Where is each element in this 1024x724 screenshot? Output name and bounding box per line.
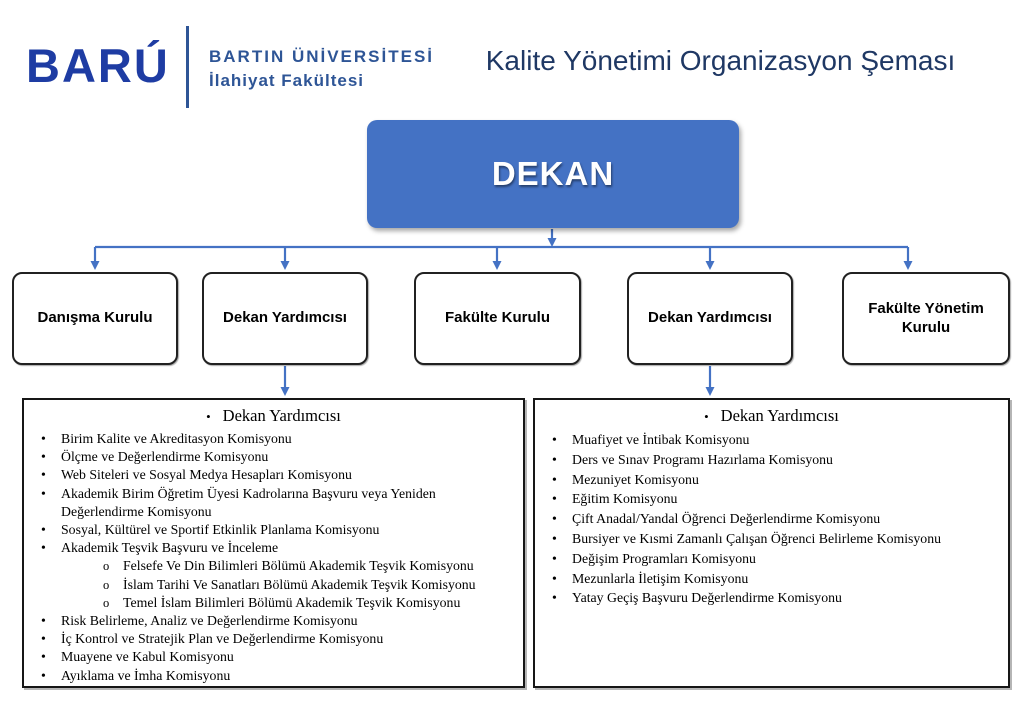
list-item-text: Muayene ve Kabul Komisyonu bbox=[61, 649, 234, 665]
dot-bullet-icon bbox=[552, 529, 572, 549]
node-label: Fakülte Yönetim Kurulu bbox=[868, 299, 984, 336]
dot-bullet-icon bbox=[41, 448, 61, 466]
list-item bbox=[535, 489, 1008, 509]
list-item bbox=[535, 588, 1008, 608]
list-item bbox=[535, 470, 1008, 490]
detail-box-title: Dekan Yardımcısı bbox=[720, 406, 839, 425]
dot-bullet-icon bbox=[552, 430, 572, 450]
list-item-text: Yatay Geçiş Başvuru Değerlendirme Komisyonu bbox=[572, 590, 842, 606]
list-item-text: İç Kontrol ve Stratejik Plan ve Değerlendirme Komisyonu bbox=[61, 631, 384, 647]
list-item bbox=[24, 576, 523, 594]
list-item bbox=[535, 509, 1008, 529]
circle-bullet-icon bbox=[103, 557, 123, 575]
list-item bbox=[24, 448, 523, 466]
list-item bbox=[24, 648, 523, 666]
list-item-text: Birim Kalite ve Akreditasyon Komisyonu bbox=[61, 431, 292, 446]
detail-box-right bbox=[533, 398, 1010, 688]
org-node-danisma-kurulu bbox=[12, 272, 178, 365]
list-item-text: Risk Belirleme, Analiz ve Değerlendirme Komisyonu bbox=[61, 613, 358, 629]
list-item-text: Ders ve Sınav Programı Hazırlama Komisyonu bbox=[572, 451, 833, 467]
dot-bullet-icon bbox=[552, 470, 572, 490]
dekan-label: DEKAN bbox=[491, 155, 615, 192]
list-item bbox=[24, 630, 523, 648]
list-item bbox=[24, 430, 523, 448]
list-item-text: Akademik Birim Öğretim Üyesi Kadrolarına Başvuru veya Yeniden Değerlendirme Komisyonu bbox=[61, 485, 436, 519]
node-label: Dekan Yardımcısı bbox=[223, 309, 347, 327]
list-item-text: Bursiyer ve Kısmi Zamanlı Çalışan Öğrenci Belirleme Komisyonu bbox=[572, 530, 941, 546]
list-item bbox=[24, 466, 523, 484]
list-item-text: Akademik Teşvik Başvuru ve İnceleme bbox=[61, 540, 279, 556]
list-item bbox=[535, 529, 1008, 549]
page-title: Kalite Yönetimi Organizasyon Şeması bbox=[485, 45, 956, 76]
list-item bbox=[24, 521, 523, 539]
list-item bbox=[24, 557, 523, 575]
list-item-text: Mezunlarla İletişim Komisyonu bbox=[572, 570, 749, 586]
dot-bullet-icon bbox=[41, 521, 61, 539]
dot-bullet-icon bbox=[41, 630, 61, 648]
list-item-text: Temel İslam Bilimleri Bölümü Akademik Teşvik Komisyonu bbox=[123, 594, 461, 610]
dot-bullet-icon bbox=[552, 549, 572, 569]
org-node-fakulte-yonetim-kurulu bbox=[842, 272, 1010, 365]
list-item bbox=[535, 450, 1008, 470]
detail-box-title: Dekan Yardımcısı bbox=[222, 406, 341, 425]
list-item bbox=[24, 612, 523, 630]
list-item bbox=[535, 549, 1008, 569]
org-node-dekan-yardimcisi-1 bbox=[202, 272, 368, 365]
dot-bullet-icon bbox=[41, 648, 61, 666]
dot-bullet-icon bbox=[552, 588, 572, 608]
list-item-text: İslam Tarihi Ve Sanatları Bölümü Akademik Teşvik Komisyonu bbox=[123, 576, 476, 592]
detail-box-title-row bbox=[535, 406, 1008, 426]
list-item-text: Eğitim Komisyonu bbox=[572, 491, 678, 507]
node-label: Danışma Kurulu bbox=[37, 309, 153, 327]
list-item-text: Mezuniyet Komisyonu bbox=[572, 471, 699, 487]
commission-list-left bbox=[24, 430, 523, 685]
org-node-fakulte-kurulu bbox=[414, 272, 581, 365]
org-node-dekan bbox=[367, 120, 739, 228]
dot-bullet-icon bbox=[206, 406, 211, 426]
list-item-text: Çift Anadal/Yandal Öğrenci Değerlendirme Komisyonu bbox=[572, 511, 881, 527]
list-item-text: Muafiyet ve İntibak Komisyonu bbox=[572, 432, 750, 447]
dot-bullet-icon bbox=[41, 466, 61, 484]
list-item-text: Sosyal, Kültürel ve Sportif Etkinlik Planlama Komisyonu bbox=[61, 522, 380, 538]
detail-box-left bbox=[22, 398, 525, 688]
list-item bbox=[535, 430, 1008, 450]
list-item-text: Ayıklama ve İmha Komisyonu bbox=[61, 667, 231, 683]
university-logo: BARÚ bbox=[26, 39, 170, 92]
dot-bullet-icon bbox=[704, 406, 709, 426]
logo-divider bbox=[186, 26, 189, 108]
list-item bbox=[535, 569, 1008, 589]
list-item bbox=[24, 594, 523, 612]
university-block bbox=[209, 47, 434, 91]
faculty-name: İlahiyat Fakültesi bbox=[209, 71, 364, 90]
list-item bbox=[24, 485, 523, 521]
list-item-text: Web Siteleri ve Sosyal Medya Hesapları Komisyonu bbox=[61, 467, 352, 483]
list-item-text: Ölçme ve Değerlendirme Komisyonu bbox=[61, 449, 269, 465]
list-item-text: Değişim Programları Komisyonu bbox=[572, 550, 756, 566]
list-item-text: Felsefe Ve Din Bilimleri Bölümü Akademik Teşvik Komisyonu bbox=[123, 558, 474, 574]
dot-bullet-icon bbox=[552, 569, 572, 589]
commission-list-right bbox=[535, 430, 1008, 608]
list-item bbox=[24, 667, 523, 685]
dot-bullet-icon bbox=[41, 612, 61, 630]
dot-bullet-icon bbox=[552, 489, 572, 509]
dot-bullet-icon bbox=[41, 539, 61, 557]
node-label: Dekan Yardımcısı bbox=[648, 309, 772, 327]
dot-bullet-icon bbox=[552, 509, 572, 529]
dot-bullet-icon bbox=[41, 667, 61, 685]
org-node-dekan-yardimcisi-2 bbox=[627, 272, 793, 365]
dot-bullet-icon bbox=[41, 485, 61, 503]
node-label: Fakülte Kurulu bbox=[444, 309, 550, 327]
dot-bullet-icon bbox=[552, 450, 572, 470]
dot-bullet-icon bbox=[41, 430, 61, 448]
list-item bbox=[24, 539, 523, 557]
detail-box-title-row bbox=[24, 406, 523, 426]
circle-bullet-icon bbox=[103, 594, 123, 612]
university-name: BARTIN ÜNİVERSİTESİ bbox=[209, 47, 435, 66]
circle-bullet-icon bbox=[103, 576, 123, 594]
